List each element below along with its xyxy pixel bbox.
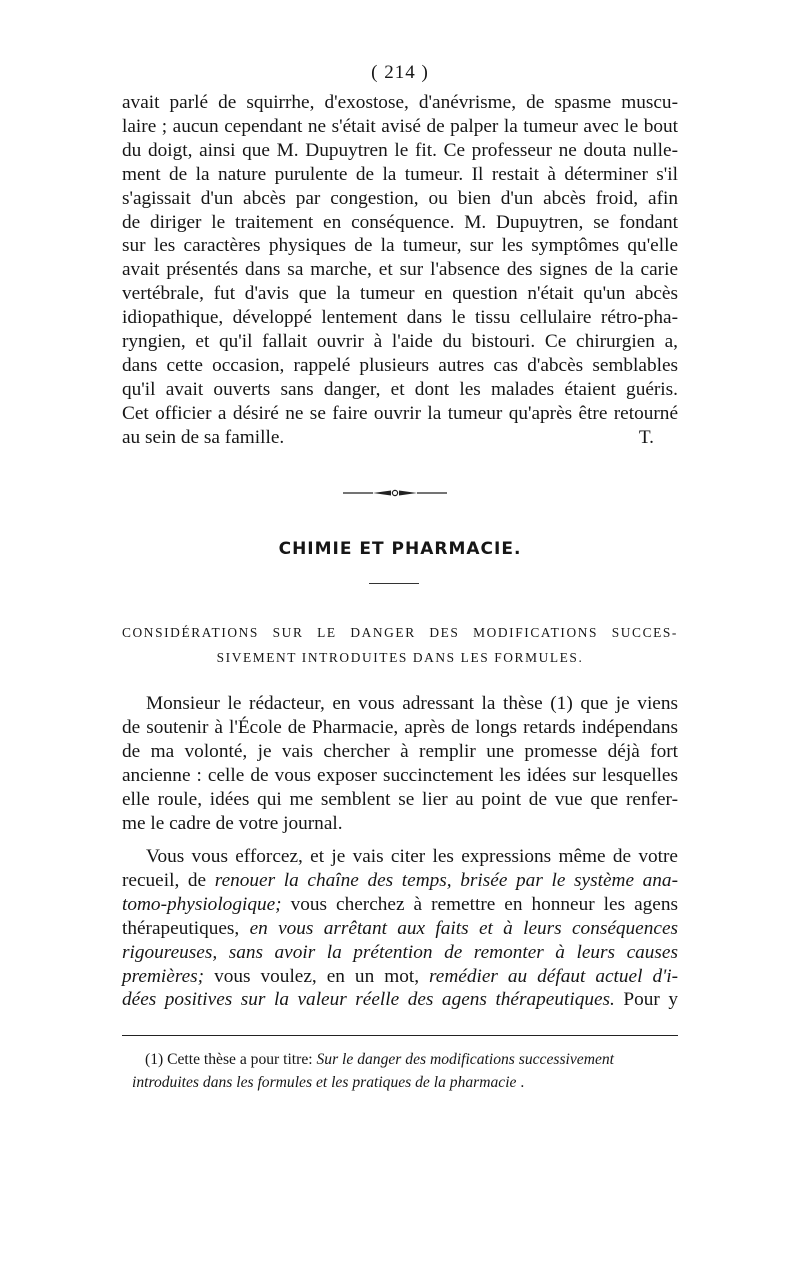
continuation-paragraph [122,91,678,450]
text-line: dans cette occasion, rappelé plusieurs autres cas d'abcès semblables [122,354,678,376]
text-line: rigoureuses, sans avoir la prétention de remonter à leurs causes [122,941,678,963]
text-run: vous voulez, en un mot, [204,965,430,987]
text-line: ancienne : celle de vous exposer succinctement les idées sur lesquelles [122,764,678,786]
section-heading: CHIMIE ET PHARMACIE. [278,539,522,559]
text-line: Vous vous efforcez, et je vais citer les expressions même de votre [146,846,678,867]
text-line: avait parlé de squirrhe, d'exostose, d'anévrisme, de spasme muscu- [122,92,678,113]
text-line: de diriger le traitement en conséquence. M. Dupuytren, se fondant [122,211,678,233]
quote-run: premières; [122,965,205,987]
author-signature: T. [638,426,654,448]
footnote-line [145,1048,675,1071]
footnote-title: Sur le danger des modifications successivement [316,1051,615,1068]
text-line [122,965,678,989]
article-paragraph-1 [122,692,678,835]
article-title-line-2: SIVEMENT INTRODUITES DANS LES FORMULES. [216,650,584,665]
article-title [122,620,678,670]
text-line: laire ; aucun cependant ne s'était avisé de palper la tumeur avec le bout [122,115,678,137]
ornament-divider [343,488,447,498]
text-line [122,893,678,917]
text-line: de ma volonté, je vais chercher à remplir une promesse déjà fort [122,740,678,762]
text-line: sur les caractères physiques de la tumeur, sur les symptômes qu'elle [122,235,678,257]
text-line: qu'il avait ouverts sans danger, et dont les malades étaient guéris. [122,378,678,400]
text-line: Monsieur le rédacteur, en vous adressant la thèse (1) que je viens [146,693,678,714]
text-line: vertébrale, fut d'avis que la tumeur en question n'était qu'un abcès [122,283,678,305]
footnote-title: introduites dans les formules et les pratiques de la pharmacie [132,1074,517,1091]
text-run: recueil, de [122,869,215,891]
text-line: du doigt, ainsi que M. Dupuytren le fit. Ce professeur ne douta nulle- [122,139,678,161]
text-run: vous cherchez à remettre en honneur les agens [281,893,678,915]
footnote-text: (1) Cette thèse a pour titre: [145,1051,317,1068]
quote-run: remédier au défaut actuel d'i- [429,965,679,987]
article-paragraph-2 [122,845,678,1012]
text-line: s'agissait d'un abcès par congestion, ou bien d'un abcès froid, afin [122,187,678,209]
text-run: Pour y [614,989,678,1011]
text-line-last [122,426,678,450]
text-line [122,988,678,1012]
text-line: de soutenir à l'École de Pharmacie, après de longs retards indépendans [122,716,678,738]
short-rule [369,583,419,584]
article-title-line-1: CONSIDÉRATIONS SUR LE DANGER DES MODIFICATIONS SUCCES- [122,625,678,640]
text-run: thérapeutiques, [122,917,250,939]
quote-run: renouer la chaîne des temps, brisée par le système ana- [214,869,678,891]
quote-run: dées positives sur la valeur réelle des agens thérapeutiques. [122,989,615,1011]
last-line-text: au sein de sa famille. [122,426,285,448]
footnote-text: . [516,1074,525,1091]
footnote-rule [122,1035,678,1036]
text-line [122,869,678,893]
page-number: ( 214 ) [371,62,429,83]
text-line: elle roule, idées qui me semblent se lier au point de vue que renfer- [122,788,678,810]
text-line [122,917,678,941]
quote-run: tomo-physiologique; [122,893,282,915]
quote-run: en vous arrêtant aux faits et à leurs conséquences [249,917,678,939]
text-line: idiopathique, développé lentement dans le tissu cellulaire rétro-pha- [122,307,678,329]
text-line: avait présentés dans sa marche, et sur l'absence des signes de la carie [122,259,678,281]
footnote [132,1048,675,1094]
text-line: ryngien, et qu'il fallait ouvrir à l'aide du bistouri. Ce chirurgien a, [122,331,678,353]
footnote-line [132,1071,675,1094]
text-line: ment de la nature purulente de la tumeur. Il restait à déterminer s'il [122,163,678,185]
text-line: me le cadre de votre journal. [122,812,343,834]
text-line: Cet officier a désiré ne se faire ouvrir la tumeur qu'après être retourné [122,402,678,424]
